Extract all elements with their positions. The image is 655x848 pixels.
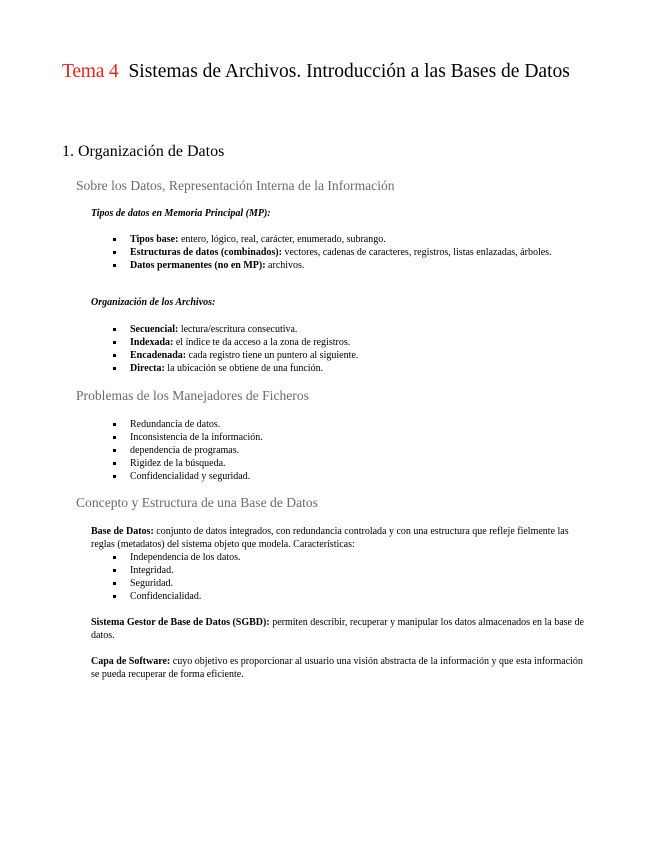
item-desc: cada registro tiene un puntero al siguiente.: [186, 350, 359, 361]
list-item: [0, 336, 575, 349]
organizacion-heading: Organización de los Archivos:: [91, 297, 216, 308]
list-item: Rigidez de la búsqueda.: [0, 457, 575, 470]
item-desc: la ubicación se obtiene de una función.: [164, 363, 324, 374]
sgbd-paragraph: [91, 616, 588, 642]
capa-software-paragraph: [91, 655, 588, 681]
item-desc: archivos.: [265, 260, 305, 271]
tipos-list: [0, 233, 575, 272]
subsection-heading-datos: Sobre los Datos, Representación Interna de la Información: [76, 178, 395, 193]
title-prefix: Tema 4: [62, 61, 119, 82]
item-desc: entero, lógico, real, carácter, enumerado, subrango.: [178, 234, 386, 245]
list-item: [0, 362, 575, 375]
list-item: Independencia de los datos.: [0, 551, 575, 564]
list-item: [0, 233, 575, 246]
list-item: [0, 259, 575, 272]
list-item: Redundancia de datos.: [0, 418, 575, 431]
list-item: dependencia de programas.: [0, 444, 575, 457]
sgbd-term: Sistema Gestor de Base de Datos (SGBD):: [91, 617, 270, 628]
item-term: Tipos base:: [130, 234, 179, 245]
list-item: Confidencialidad y seguridad.: [0, 470, 575, 483]
subsection-heading-problemas: Problemas de los Manejadores de Ficheros: [76, 388, 309, 403]
item-term: Indexada:: [130, 337, 174, 348]
title-text: Sistemas de Archivos. Introducción a las Bases de Datos: [128, 61, 570, 82]
item-term: Encadenada:: [130, 350, 187, 361]
tipos-heading: Tipos de datos en Memoria Principal (MP):: [91, 208, 271, 219]
item-desc: vectores, cadenas de caracteres, registros, listas enlazadas, árboles.: [281, 247, 552, 258]
item-term: Estructuras de datos (combinados):: [130, 247, 282, 258]
base-de-datos-paragraph: [91, 525, 588, 551]
item-term: Secuencial:: [130, 324, 179, 335]
list-item: Seguridad.: [0, 577, 575, 590]
section-heading-organizacion: 1. Organización de Datos: [62, 143, 225, 160]
capa-desc: cuyo objetivo es proporcionar al usuario una visión abstracta de la información y que esta información se pueda recuperar de forma eficiente.: [91, 656, 583, 680]
list-item: [0, 323, 575, 336]
bd-desc: conjunto de datos integrados, con redundancia controlada y con una estructura que refleje fielmente las reglas (metadatos) del sistema objeto que modela. Características:: [91, 526, 569, 550]
item-term: Directa:: [130, 363, 165, 374]
caracteristicas-list: [0, 551, 575, 603]
problemas-list: [0, 418, 575, 483]
item-desc: lectura/escritura consecutiva.: [178, 324, 298, 335]
list-item: [0, 349, 575, 362]
capa-term: Capa de Software:: [91, 656, 171, 667]
organizacion-list: [0, 323, 575, 375]
list-item: [0, 246, 575, 259]
item-term: Datos permanentes (no en MP):: [130, 260, 266, 271]
item-desc: el índice te da acceso a la zona de registros.: [173, 337, 351, 348]
list-item: Confidencialidad.: [0, 590, 575, 603]
list-item: Integridad.: [0, 564, 575, 577]
subsection-heading-concepto: Concepto y Estructura de una Base de Datos: [76, 495, 318, 510]
document-title: [62, 61, 570, 83]
list-item: Inconsistencia de la información.: [0, 431, 575, 444]
sgbd-desc: permiten describir, recuperar y manipular los datos almacenados en la base de datos.: [91, 617, 584, 641]
bd-term: Base de Datos:: [91, 526, 154, 537]
